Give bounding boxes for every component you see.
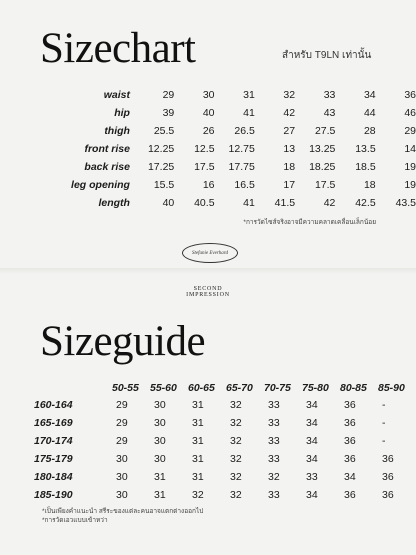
measurement-label: leg opening [71, 179, 130, 191]
recommended-size: 33 [268, 435, 280, 447]
measurement-value: 26 [202, 125, 215, 137]
sizechart-row [28, 194, 416, 212]
measurement-value: 33 [323, 89, 336, 101]
height-range-label: 185-190 [34, 489, 73, 501]
recommended-size: 30 [116, 453, 128, 465]
measurement-value: 30 [202, 89, 215, 101]
sizeguide-corner [28, 380, 112, 396]
recommended-size: 36 [382, 489, 394, 501]
recommended-size: 31 [192, 435, 204, 447]
measurement-value: 34 [363, 89, 376, 101]
recommended-size: 34 [306, 489, 318, 501]
measurement-value: 18.25 [309, 161, 336, 173]
measurement-label: front rise [84, 143, 130, 155]
measurement-label: thigh [104, 125, 130, 137]
sizeguide-title: Sizeguide [40, 318, 206, 365]
height-range-label: 165-169 [34, 417, 73, 429]
measurement-value: 12.25 [147, 143, 175, 155]
measurement-value: 46 [404, 107, 416, 119]
signature-logo: Stefanie Everhard [182, 243, 238, 263]
recommended-size: 34 [306, 453, 318, 465]
recommended-size: 32 [230, 417, 242, 429]
measurement-value: 42 [323, 197, 336, 209]
weight-range-header: 65-70 [226, 382, 253, 394]
recommended-size: 34 [306, 417, 318, 429]
recommended-size: 36 [344, 453, 356, 465]
recommended-size: 31 [192, 417, 204, 429]
weight-range-header: 70-75 [264, 382, 291, 394]
recommended-size: 31 [192, 453, 204, 465]
brand-line-2: IMPRESSION [186, 292, 230, 299]
recommended-size: 34 [306, 399, 318, 411]
weight-range-header: 60-65 [188, 382, 215, 394]
measurement-label: waist [103, 89, 130, 101]
measurement-value: 13 [283, 143, 296, 155]
sizechart-row [28, 140, 416, 158]
recommended-size: 30 [154, 417, 166, 429]
recommended-size: 31 [192, 399, 204, 411]
measurement-value: 40 [202, 107, 215, 119]
brand-line-1: SECOND [193, 286, 223, 292]
measurement-value: 14 [404, 143, 416, 155]
recommended-size: - [382, 417, 386, 429]
recommended-size: 33 [268, 417, 280, 429]
recommended-size: 30 [116, 471, 128, 483]
recommended-size: 30 [154, 435, 166, 447]
measurement-value: 32 [283, 89, 296, 101]
sizeguide-table [28, 380, 416, 504]
measurement-value: 19 [404, 179, 416, 191]
recommended-size: 33 [306, 471, 318, 483]
recommended-size: 36 [382, 471, 394, 483]
measurement-value: 44 [363, 107, 376, 119]
recommended-size: 30 [154, 453, 166, 465]
measurement-value: 27 [283, 125, 296, 137]
recommended-size: 29 [116, 399, 128, 411]
weight-range-header: 75-80 [302, 382, 329, 394]
measurement-value: 42.5 [355, 197, 376, 209]
measurement-value: 39 [162, 107, 175, 119]
sizechart-subtitle: สำหรับ T9LN เท่านั้น [282, 50, 372, 61]
measurement-value: 17 [283, 179, 296, 191]
recommended-size: 32 [230, 471, 242, 483]
weight-range-header: 85-90 [378, 382, 405, 394]
recommended-size: 34 [306, 435, 318, 447]
measurement-value: 17.75 [228, 161, 255, 173]
measurement-value: 27.5 [314, 125, 336, 137]
recommended-size: 33 [268, 489, 280, 501]
measurement-value: 41 [243, 197, 255, 209]
height-range-label: 175-179 [34, 453, 73, 465]
recommended-size: 36 [344, 489, 356, 501]
measurement-value: 15.5 [153, 179, 175, 191]
height-range-label: 160-164 [34, 399, 73, 411]
measurement-value: 43.5 [395, 197, 416, 209]
sizeguide-notes [42, 508, 203, 526]
measurement-value: 41 [243, 107, 255, 119]
recommended-size: 36 [344, 399, 356, 411]
paper-fold [0, 268, 416, 274]
recommended-size: 36 [344, 417, 356, 429]
recommended-size: 36 [344, 435, 356, 447]
measurement-value: 17.5 [314, 179, 336, 191]
measurement-value: 16 [202, 179, 215, 191]
measurement-value: 25.5 [153, 125, 175, 137]
sizechart-row [28, 122, 416, 140]
height-range-label: 180-184 [34, 471, 73, 483]
measurement-value: 36 [404, 89, 416, 101]
recommended-size: 31 [192, 471, 204, 483]
recommended-size: 33 [268, 453, 280, 465]
recommended-size: 29 [116, 435, 128, 447]
recommended-size: 32 [230, 399, 242, 411]
recommended-size: 31 [154, 489, 166, 501]
measurement-value: 41.5 [274, 197, 296, 209]
weight-range-header: 55-60 [150, 382, 177, 394]
recommended-size: 34 [344, 471, 356, 483]
recommended-size: 33 [268, 399, 280, 411]
recommended-size: 30 [154, 399, 166, 411]
recommended-size: 30 [116, 489, 128, 501]
recommended-size: 32 [230, 489, 242, 501]
recommended-size: 32 [230, 435, 242, 447]
brand-logo [0, 286, 416, 299]
measurement-value: 16.5 [234, 179, 255, 191]
measurement-value: 18 [363, 179, 376, 191]
measurement-value: 31 [243, 89, 255, 101]
sizeguide-row [28, 486, 416, 504]
recommended-size: 31 [154, 471, 166, 483]
recommended-size: 36 [382, 453, 394, 465]
sizeguide-row [28, 468, 416, 486]
measurement-value: 26.5 [234, 125, 255, 137]
measurement-value: 13.25 [309, 143, 336, 155]
recommended-size: - [382, 435, 386, 447]
recommended-size: 32 [268, 471, 280, 483]
measurement-value: 19 [404, 161, 416, 173]
measurement-value: 18.5 [355, 161, 376, 173]
weight-range-header: 50-55 [112, 382, 139, 394]
measurement-value: 18 [283, 161, 296, 173]
sizeguide-note: *เป็นเพียงคำแนะนำ สรีระของแต่ละคนอาจแตกต่างออกไป [42, 508, 204, 515]
recommended-size: 32 [192, 489, 204, 501]
sizechart-table [28, 86, 416, 212]
sizeguide-row [28, 396, 416, 414]
sizeguide-note: *การวัดเอวแบบเข้าหว่า [42, 516, 108, 524]
sizechart-title: Sizechart [40, 25, 196, 72]
sizeguide-row [28, 450, 416, 468]
sizeguide-row [28, 432, 416, 450]
measurement-label: back rise [84, 161, 130, 173]
measurement-value: 42 [283, 107, 296, 119]
measurement-label: hip [114, 107, 130, 119]
recommended-size: - [382, 399, 386, 411]
sizechart-row [28, 104, 416, 122]
measurement-value: 13.5 [355, 143, 376, 155]
weight-range-header: 80-85 [340, 382, 367, 394]
sizeguide-row [28, 414, 416, 432]
height-range-label: 170-174 [34, 435, 73, 447]
measurement-value: 17.25 [147, 161, 175, 173]
measurement-value: 17.5 [194, 161, 215, 173]
measurement-value: 40 [162, 197, 175, 209]
recommended-size: 32 [230, 453, 242, 465]
measurement-value: 29 [162, 89, 175, 101]
measurement-value: 29 [404, 125, 416, 137]
sizechart-row [28, 158, 416, 176]
measurement-value: 12.5 [194, 143, 215, 155]
sizechart-row [28, 86, 416, 104]
measurement-label: length [98, 197, 130, 209]
sizechart-row [28, 176, 416, 194]
measurement-value: 40.5 [194, 197, 215, 209]
measurement-value: 12.75 [228, 143, 255, 155]
sizechart-note: *การวัดไซส์จริงอาจมีความคลาดเคลื่อนเล็กน้อย [243, 219, 376, 226]
measurement-value: 43 [323, 107, 336, 119]
measurement-value: 28 [363, 125, 376, 137]
recommended-size: 29 [116, 417, 128, 429]
